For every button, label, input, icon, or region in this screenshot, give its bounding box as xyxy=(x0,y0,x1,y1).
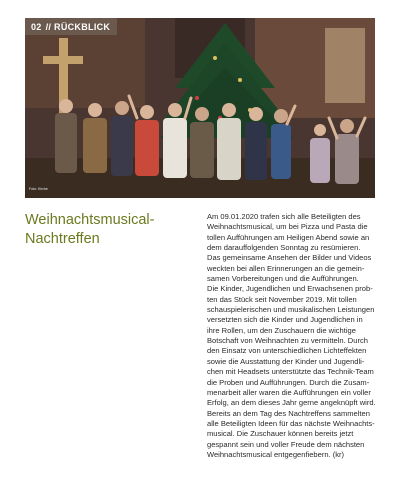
body-line: chen mit Headsets unterstützte das Technik-Team xyxy=(207,367,374,377)
body-line: samen Vorbereitungen und die Aufführungen. xyxy=(207,274,359,284)
headline-line: Nachtreffen xyxy=(25,231,100,247)
section-number: 02 xyxy=(31,21,42,32)
body-line: Am 09.01.2020 trafen sich alle Beteiligten des xyxy=(207,212,361,221)
section-label: // RÜCKBLICK xyxy=(45,21,111,32)
article-body xyxy=(207,212,379,460)
body-line: den Einsatz von unterschiedlichen Lichteffekten xyxy=(207,346,367,356)
body-line: versetzten sich die Kinder und Jugendlichen in xyxy=(207,315,363,325)
body-line: Botschaft von Weihnachten zu vermitteln. Durch xyxy=(207,336,368,346)
article-headline xyxy=(25,211,190,249)
body-line: weckten bei allen Erinnerungen an die gemein- xyxy=(207,263,365,273)
body-line: Bereits an dem Tag des Nachtreffens sammelten xyxy=(207,408,370,418)
body-line: musical. Die Zuschauer können bereits jetzt xyxy=(207,429,354,439)
photo-illustration xyxy=(25,18,375,198)
photo-credit: Foto: Kirche xyxy=(29,187,48,191)
section-tag xyxy=(25,18,117,35)
body-line: Die Kinder, Jugendlichen und Erwachsenen prob- xyxy=(207,284,373,294)
body-line: menarbeit aller waren die Aufführungen ein voller xyxy=(207,387,371,397)
body-line: tollen Aufführungen am Heiligen Abend sowie an xyxy=(207,232,370,242)
body-line: Weihnachtsmusical entgegenfiebern. (kr) xyxy=(207,449,345,459)
body-line: Das gemeinsame Ansehen der Bilder und Videos xyxy=(207,253,372,263)
body-line: ten das Stück seit November 2019. Mit tollen xyxy=(207,294,357,304)
article-photo xyxy=(25,18,375,198)
body-line: schauspielerischen und musikalischen Leistungen xyxy=(207,305,375,315)
headline-line: Weihnachtsmusical- xyxy=(25,212,155,228)
body-line: gespannt sein und voller Freude dem nächsten xyxy=(207,439,365,449)
body-line: ihre Rollen, um den Zuschauern die wichtige xyxy=(207,325,356,335)
body-line: alle Beteiligten Ideen für das nächste Weihnachts- xyxy=(207,418,375,428)
body-line: die Proben und Aufführungen. Durch die Zusam- xyxy=(207,377,370,387)
body-line: Erfolg, an dem dieses Jahr gerne angeknüpft wird. xyxy=(207,398,376,408)
body-line: dem darauffolgenden Sonntag zu resümieren. xyxy=(207,243,361,253)
body-line: sowie die Ausstattung der Kinder und Jugendli- xyxy=(207,356,365,366)
body-line: Weihnachtsmusical, um bei Pizza und Pasta die xyxy=(207,222,368,232)
